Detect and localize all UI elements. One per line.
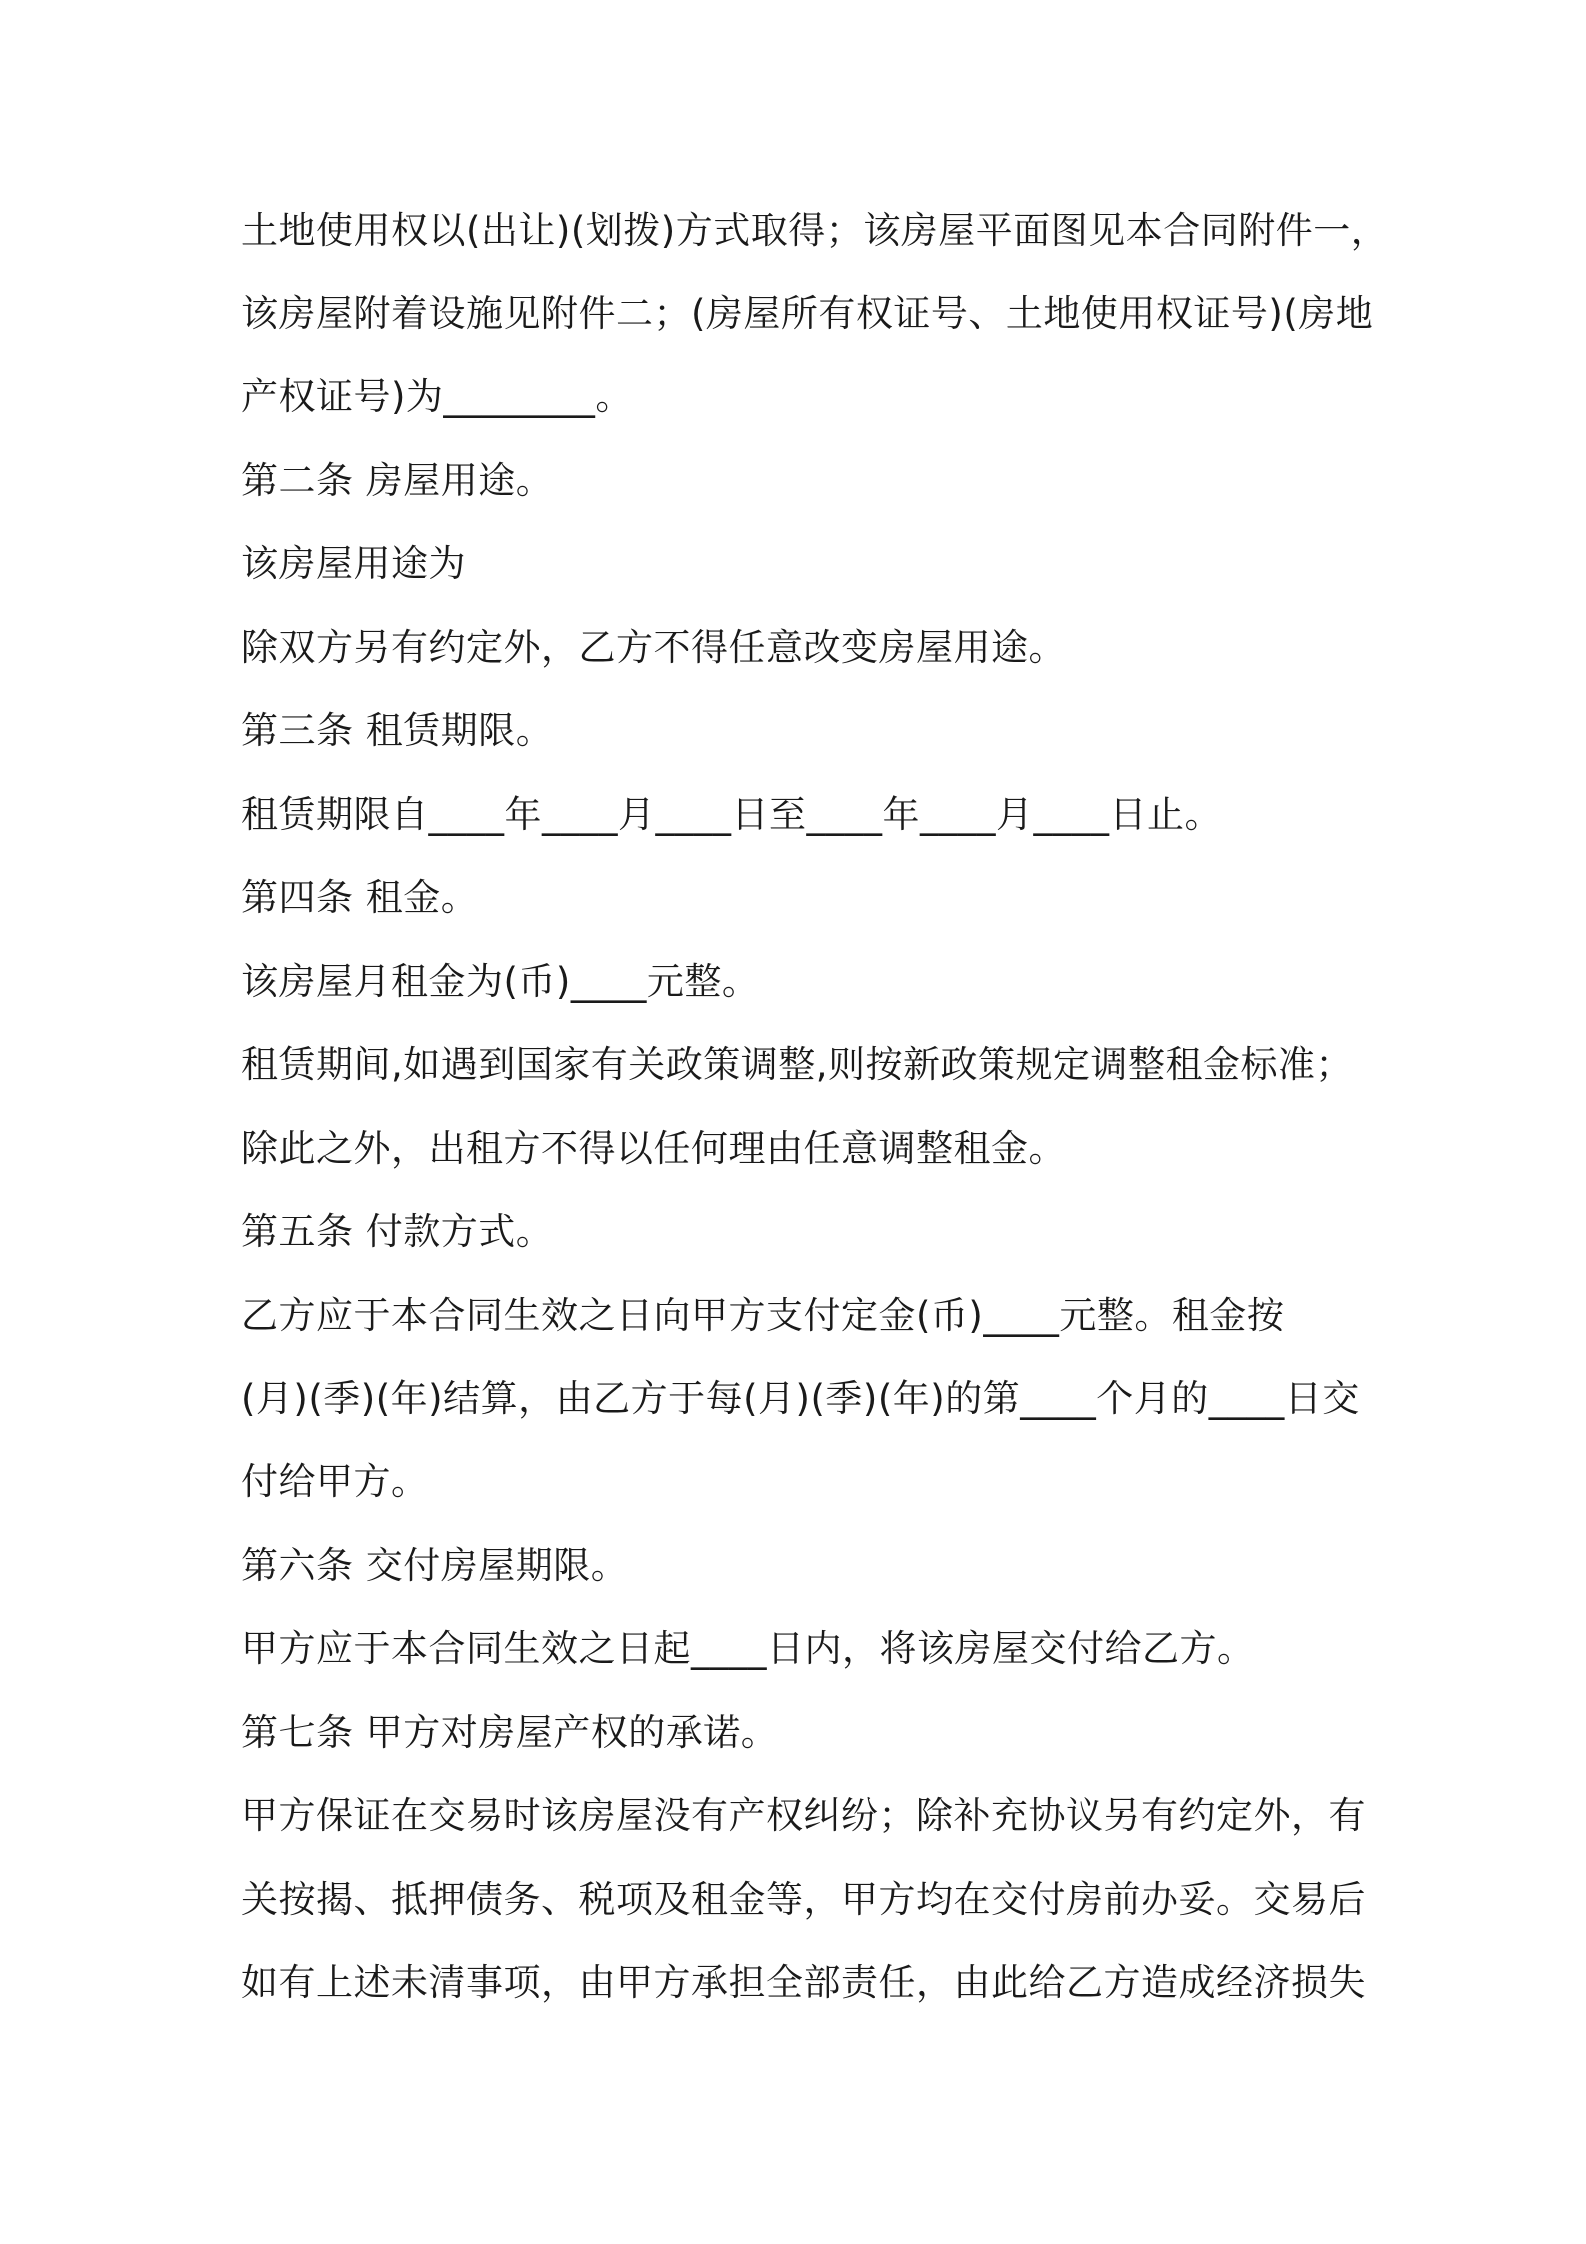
text-line: 甲方保证在交易时该房屋没有产权纠纷；除补充协议另有约定外，有 [241,1794,1366,1837]
text-line: 产权证号)为________。 [241,375,633,418]
text-line: 付给甲方。 [241,1460,429,1503]
text-line: 除双方另有约定外，乙方不得任意改变房屋用途。 [241,626,1066,669]
text-line: 租赁期限自____年____月____日至____年____月____日止。 [241,793,1222,836]
article-heading: 第四条 租金。 [241,876,479,919]
article-heading: 第三条 租赁期限。 [241,709,554,752]
article-heading: 第六条 交付房屋期限。 [241,1544,629,1587]
text-line: 除此之外，出租方不得以任何理由任意调整租金。 [241,1127,1066,1170]
text-line: 该房屋用途为 [241,542,466,585]
text-line: (月)(季)(年)结算，由乙方于每(月)(季)(年)的第____个月的____日交 [241,1377,1360,1420]
text-line: 如有上述未清事项，由甲方承担全部责任，由此给乙方造成经济损失 [241,1961,1366,2004]
text-line: 乙方应于本合同生效之日向甲方支付定金(币)____元整。租金按 [241,1294,1285,1337]
text-line: 土地使用权以(出让)(划拨)方式取得；该房屋平面图见本合同附件一， [241,209,1389,252]
article-heading: 第五条 付款方式。 [241,1210,554,1253]
text-line: 该房屋附着设施见附件二；(房屋所有权证号、土地使用权证号)(房地 [241,292,1374,335]
text-line: 甲方应于本合同生效之日起____日内，将该房屋交付给乙方。 [241,1627,1255,1670]
text-line: 该房屋月租金为(币)____元整。 [241,960,760,1003]
article-heading: 第二条 房屋用途。 [241,459,554,502]
article-heading: 第七条 甲方对房屋产权的承诺。 [241,1711,779,1754]
text-line: 关按揭、抵押债务、税项及租金等，甲方均在交付房前办妥。交易后 [241,1878,1366,1921]
text-line: 租赁期间,如遇到国家有关政策调整,则按新政策规定调整租金标准； [241,1043,1354,1086]
